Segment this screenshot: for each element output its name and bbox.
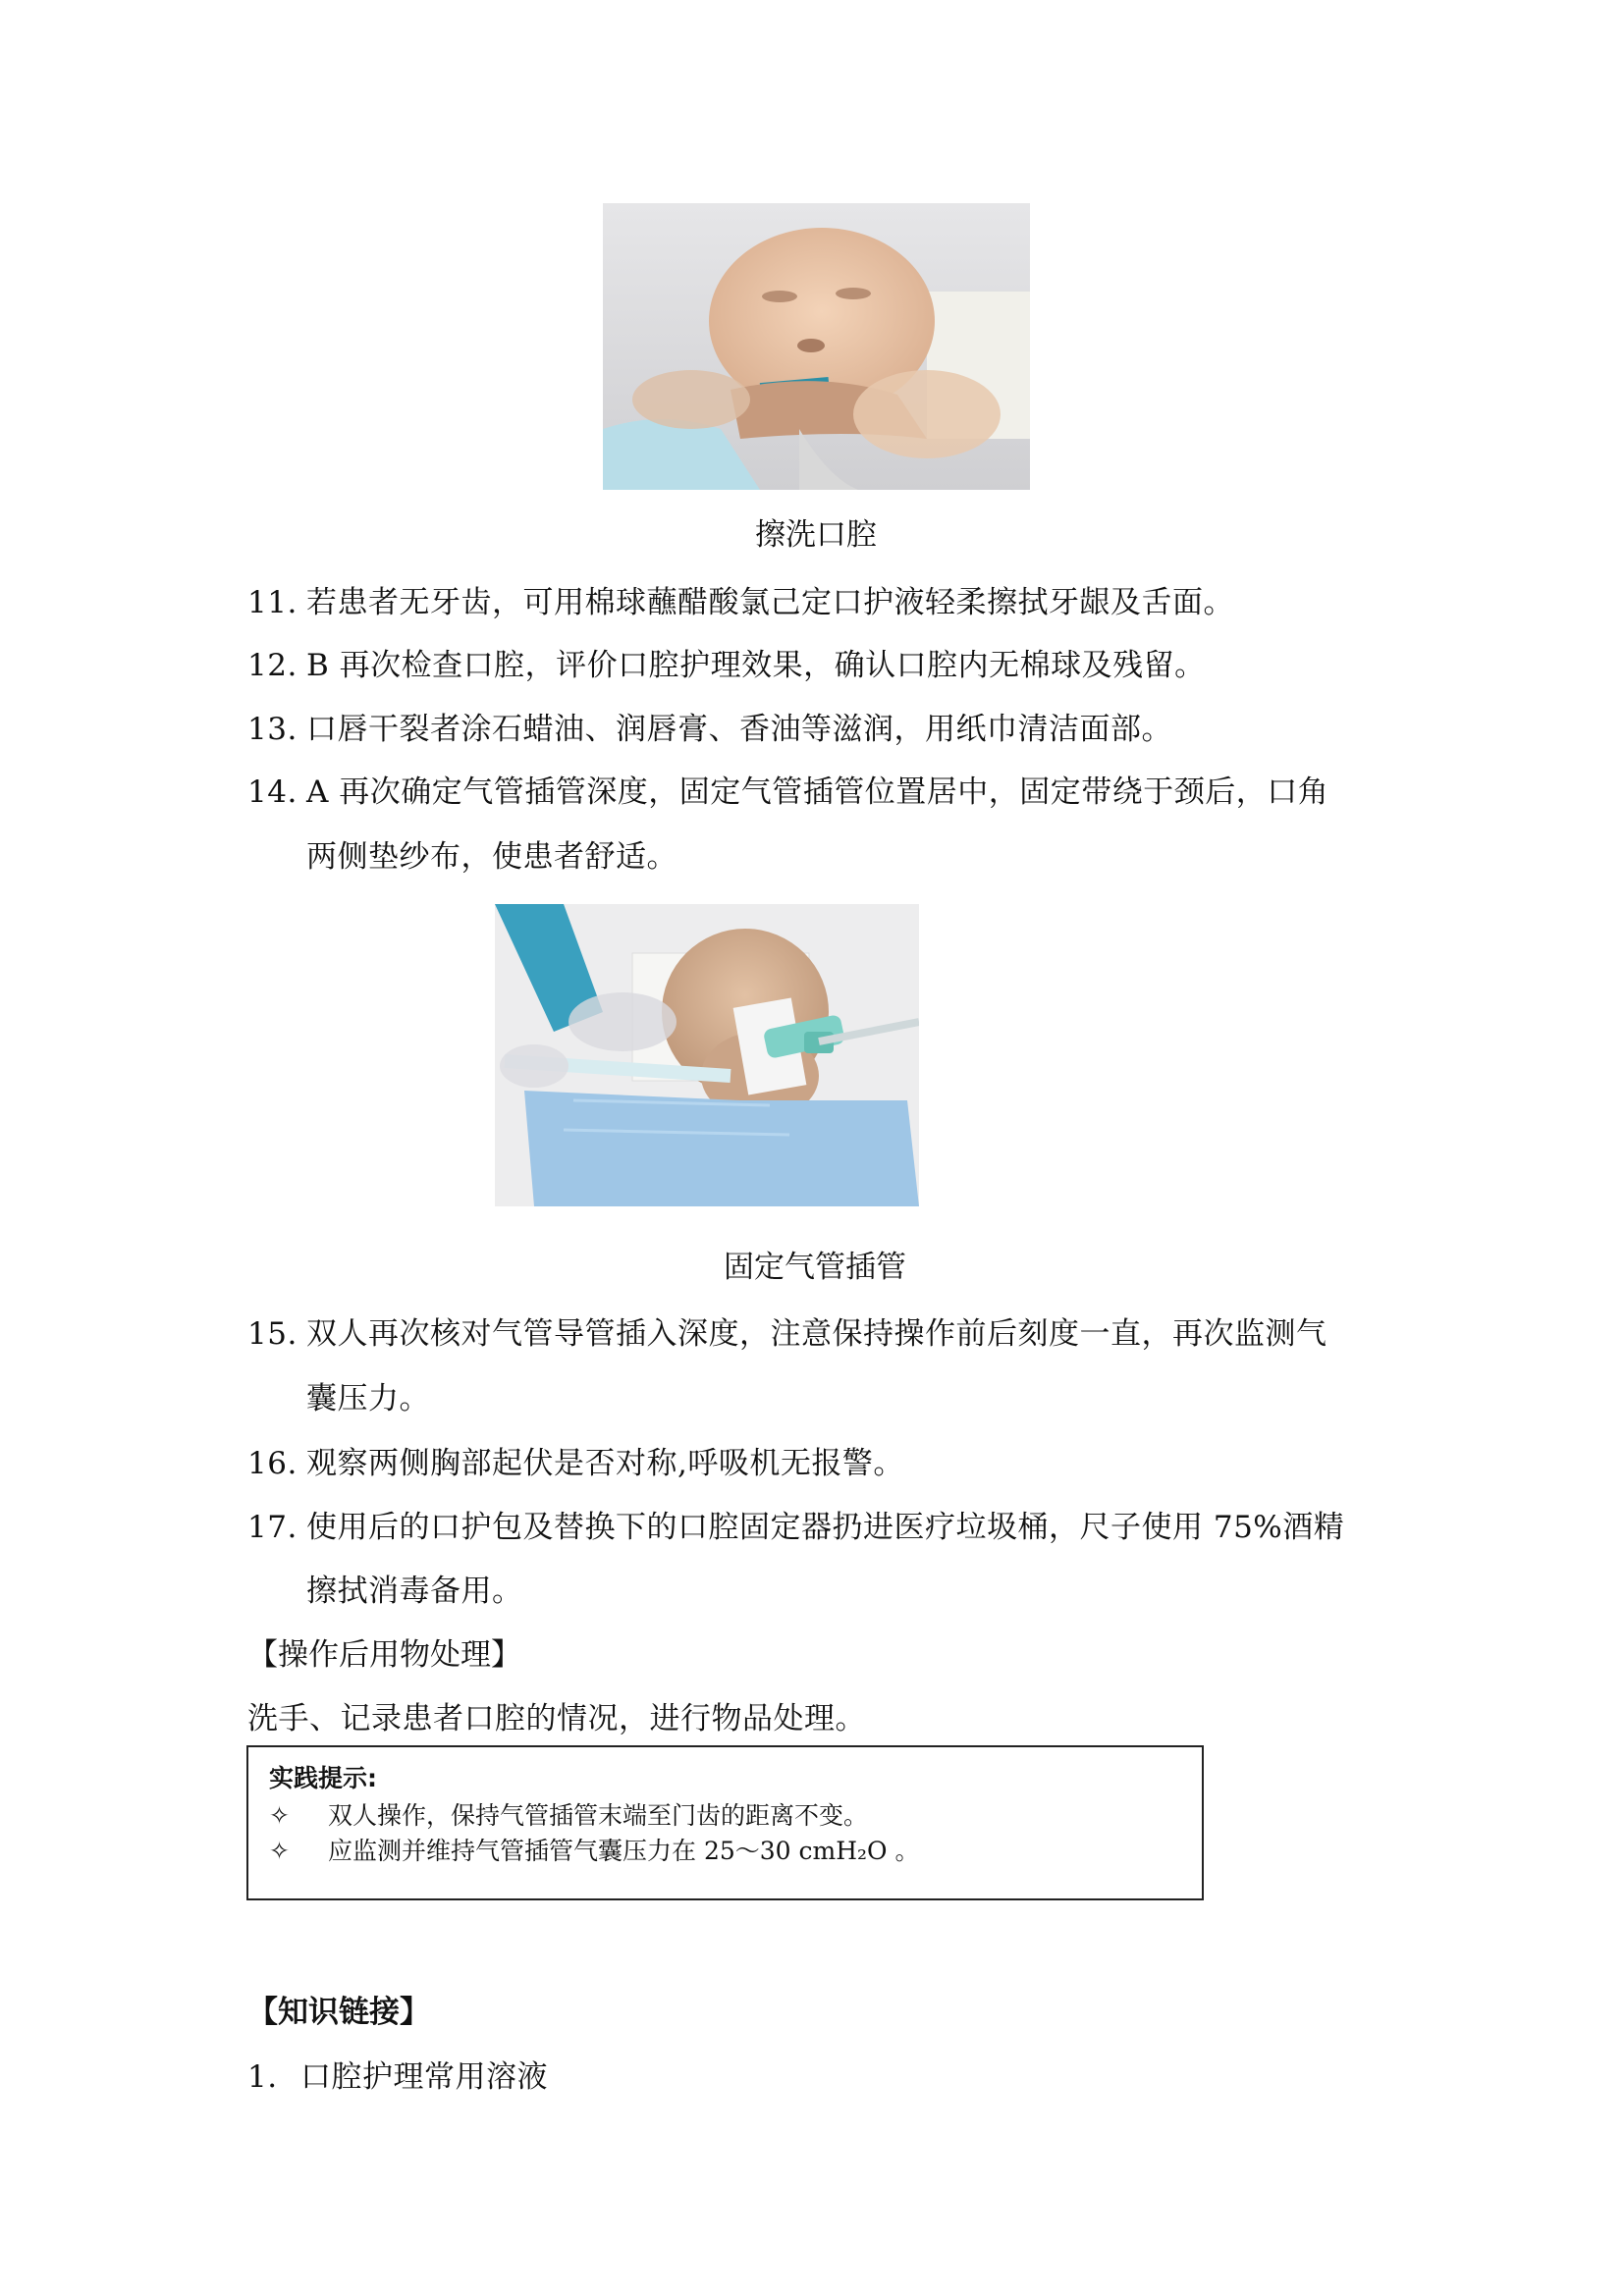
after-operation-text: 洗手、记录患者口腔的情况，进行物品处理。 [247, 1701, 866, 1736]
figure-caption-tube-fixation: 固定气管插管 [724, 1250, 906, 1285]
step-text: 双人再次核对气管导管插入深度，注意保持操作前后刻度一直，再次监测气 [306, 1316, 1327, 1352]
step-number: 11. [247, 585, 298, 620]
step-17 [247, 1502, 1344, 1546]
step-11 [247, 577, 1234, 621]
step-17-continuation: 擦拭消毒备用。 [306, 1574, 523, 1609]
practice-tip-text: 应监测并维持气管插管气囊压力在 25～30 cmH₂O 。 [328, 1837, 920, 1865]
step-text: 使用后的口护包及替换下的口腔固定器扔进医疗垃圾桶，尺子使用 75%酒精 [306, 1510, 1345, 1545]
knowledge-item-number: 1. [247, 2059, 278, 2095]
step-text: 观察两侧胸部起伏是否对称,呼吸机无报警。 [306, 1446, 904, 1481]
step-number: 13. [247, 712, 298, 747]
practice-tip-item [269, 1796, 868, 1832]
step-number: 16. [247, 1446, 298, 1481]
section-heading-after-operation: 【操作后用物处理】 [247, 1637, 521, 1673]
oral-cleaning-photo [603, 203, 1030, 490]
step-12 [247, 640, 1206, 684]
practice-tip-item [269, 1832, 920, 1867]
step-14 [247, 767, 1328, 811]
practice-tip-text: 双人操作，保持气管插管末端至门齿的距离不变。 [328, 1801, 869, 1830]
step-number: 12. [247, 648, 298, 683]
step-16 [247, 1438, 904, 1482]
diamond-bullet-icon: ✧ [269, 1837, 290, 1865]
step-number: 14. [247, 774, 298, 810]
figure-caption-oral-cleaning: 擦洗口腔 [755, 517, 877, 553]
section-heading-knowledge-link: 【知识链接】 [247, 1995, 430, 2030]
step-text: B 再次检查口腔，评价口腔护理效果，确认口腔内无棉球及残留。 [306, 648, 1206, 683]
diamond-bullet-icon: ✧ [269, 1801, 290, 1830]
knowledge-item-text: 口腔护理常用溶液 [300, 2059, 548, 2095]
step-text: 口唇干裂者涂石蜡油、润唇膏、香油等滋润，用纸巾清洁面部。 [306, 712, 1172, 747]
step-14-continuation: 两侧垫纱布，使患者舒适。 [306, 839, 677, 875]
step-15 [247, 1308, 1327, 1353]
step-13 [247, 704, 1172, 748]
knowledge-item-1 [247, 2052, 548, 2096]
step-number: 17. [247, 1510, 298, 1545]
step-15-continuation: 囊压力。 [306, 1381, 430, 1416]
step-text: 若患者无牙齿，可用棉球蘸醋酸氯己定口护液轻柔擦拭牙龈及舌面。 [306, 585, 1234, 620]
practice-tips-box [246, 1745, 1204, 1900]
practice-tips-title: 实践提示: [269, 1764, 377, 1792]
step-text: A 再次确定气管插管深度，固定气管插管位置居中，固定带绕于颈后，口角 [306, 774, 1329, 810]
step-number: 15. [247, 1316, 298, 1352]
tube-fixation-photo [495, 904, 919, 1206]
